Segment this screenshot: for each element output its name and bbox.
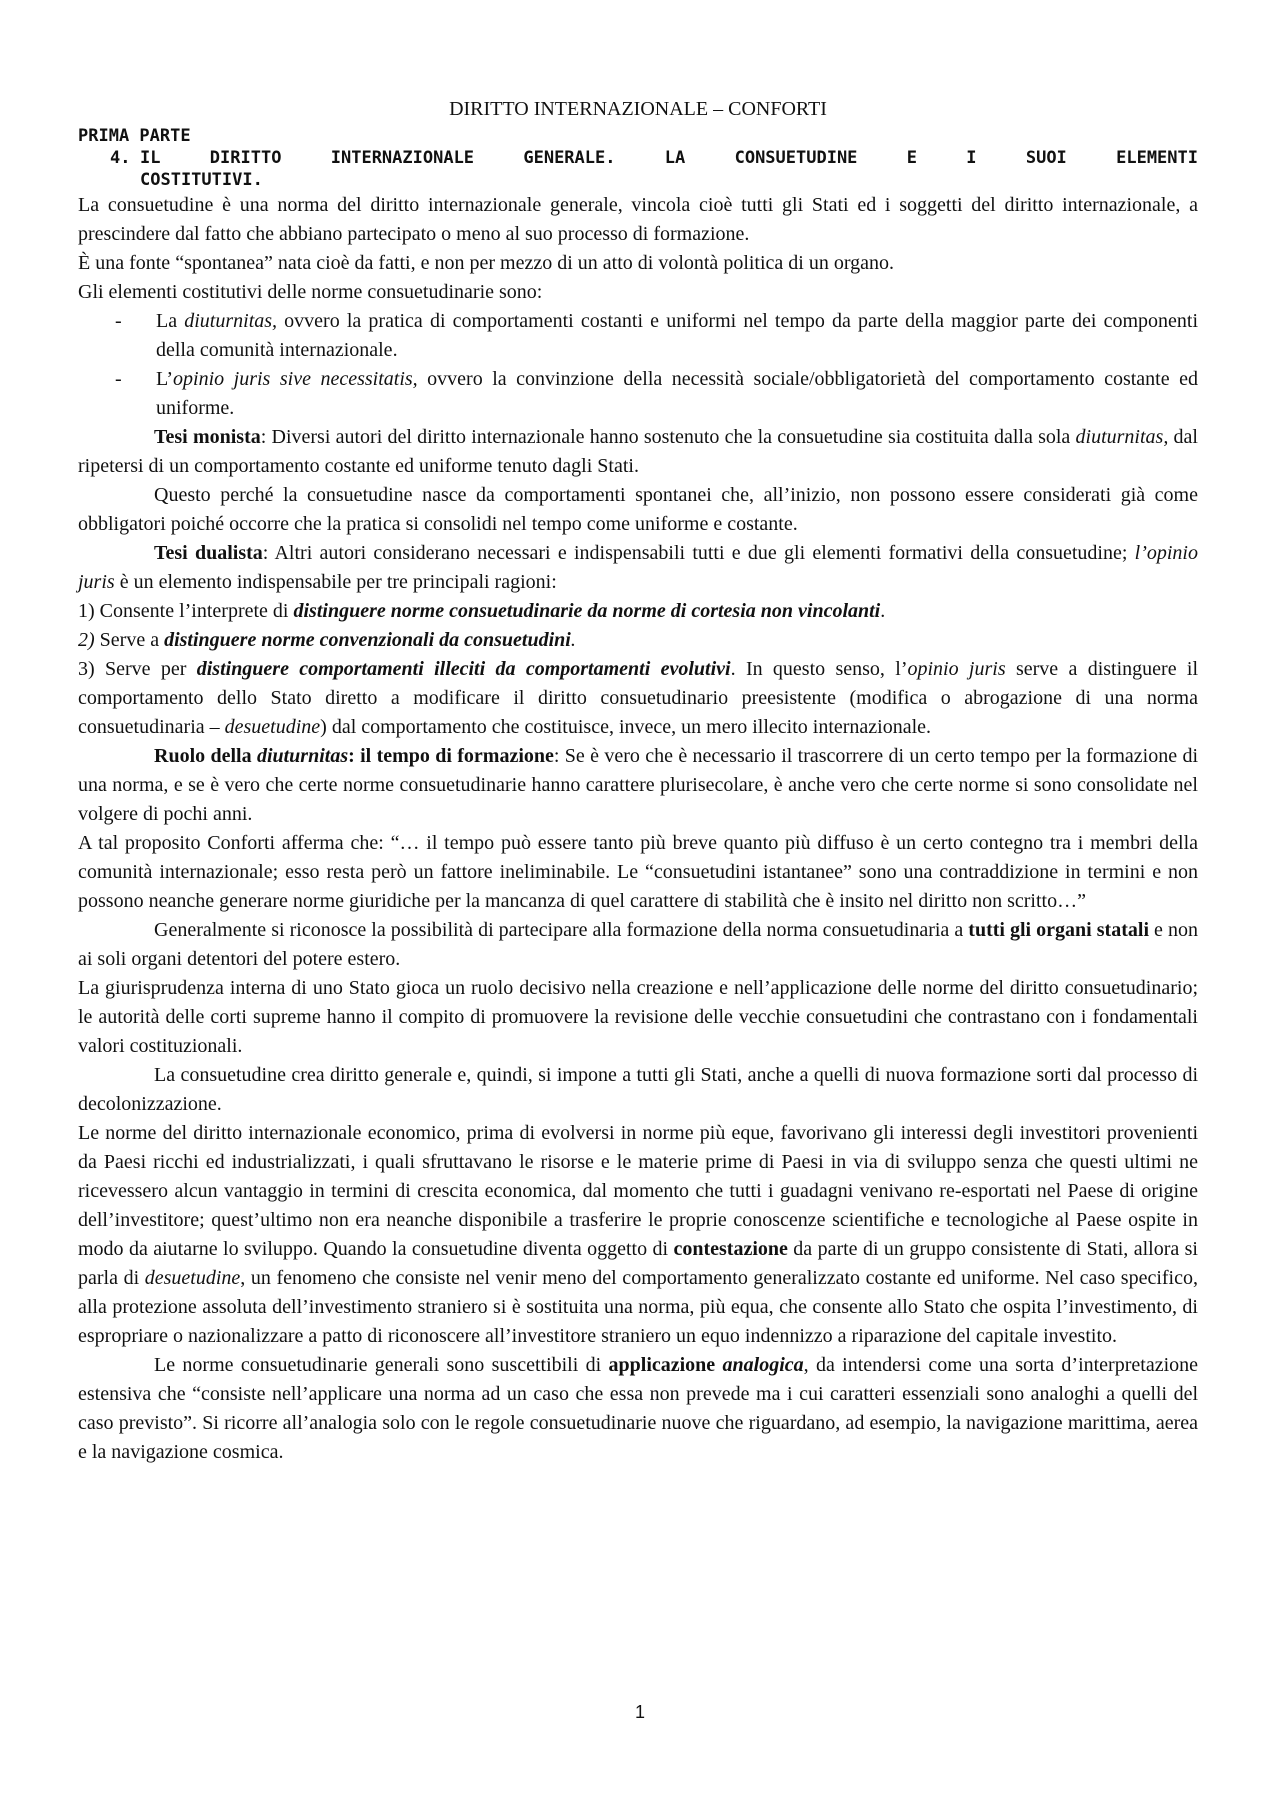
text-run: . In questo senso, l’ [730,658,908,680]
bold-run: contestazione [673,1238,788,1260]
text-run: : Altri autori considerano necessari e indispensabili tutti e due gli elementi formativi della consuetudine; [262,542,1135,564]
intro-paragraph: La consuetudine è una norma del diritto internazionale generale, vincola cioè tutti gli Stati ed i soggetti del diritto internazionale, a prescindere dal fatto che abbiano partecipato o meno al suo processo di formazione. [78,194,1198,245]
analogia-paragraph [78,1351,1198,1467]
text-run: ) dal comportamento che costituisce, invece, un mero illecito internazionale. [320,716,932,738]
term-italic: diuturnitas, [184,310,278,332]
part-title: PRIMA PARTE [78,126,191,146]
text-run: : Se è vero che è necessario il trascorrere di un certo tempo per la formazione di una norma, e se è vero che certe norme consuetudinarie hanno carattere plurisecolare, è anche vero che certe norme si sono consolidate nel volgere di pochi anni. [78,745,1198,825]
page-number: 1 [634,1702,645,1722]
text-run: Generalmente si riconosce la possibilità di partecipare alla formazione della norma consuetudinaria a [154,919,969,941]
intro-paragraph: Gli elementi costitutivi delle norme consuetudinarie sono: [78,281,543,303]
list-dash: - [115,368,122,390]
text-run: , da intendersi come una sorta d’interpretazione estensiva che “consiste nell’applicare una norma ad un caso che essa non prevede ma i cui caratteri essenziali sono analoghi a quelli del caso previsto”. Si ricorre all’analogia solo con le regole consuetudinarie nuove che riguardano, ad esempio, la navigazione marittima, aerea e la navigazione cosmica. [78,1354,1199,1463]
text-run: Serve a [94,629,165,651]
text-run: La [156,310,185,332]
reason-1 [78,597,1198,626]
term-italic: desuetudine [144,1267,241,1289]
list-item [78,365,1198,423]
text-run: Le norme consuetudinarie generali sono suscettibili di [154,1354,609,1376]
bold-italic-run: distinguere norme consuetudinarie da norme di cortesia non vincolanti [293,600,881,622]
text-run: ovvero la pratica di comportamenti costanti e uniformi nel tempo da parte della maggior parte dei componenti della comunità internazionale. [156,310,1199,361]
monista-explanation: Questo perché la consuetudine nasce da comportamenti spontanei che, all’inizio, non possono essere considerati già come obbligatori poiché occorre che la pratica si consolidi nel tempo come uniforme e costante. [78,484,1198,535]
reason-3 [78,655,1198,742]
text-run: : il tempo di formazione [348,745,554,767]
text-run: ovvero la convinzione della necessità sociale/obbligatorietà del comportamento costante ed uniforme. [156,368,1198,419]
bold-italic-run: distinguere norme convenzionali da consuetudini [164,629,571,651]
text-run: 3) Serve per [78,658,197,680]
reason-2 [78,626,1198,655]
intro-paragraph: È una fonte “spontanea” nata cioè da fatti, e non per mezzo di un atto di volontà politica di un organo. [78,252,895,274]
document-title: DIRITTO INTERNAZIONALE – CONFORTI [449,98,827,120]
list-item [78,307,1198,365]
dualista-label: Tesi dualista [154,542,263,564]
text-run: 1) Consente l’interprete di [78,600,294,622]
organi-paragraph [78,916,1198,974]
bold-run: applicazione [608,1354,716,1376]
term-italic: diuturnitas, [1075,426,1169,448]
section-title-line1: IL DIRITTO INTERNAZIONALE GENERALE. LA CONSUETUDINE E I SUOI ELEMENTI [140,148,1198,168]
bold-italic-run: analogica [722,1354,804,1376]
monista-label: Tesi monista [154,426,261,448]
list-item-text [156,365,1198,423]
term-italic: desuetudine [224,716,321,738]
list-dash: - [115,310,122,332]
text-run: è un elemento indispensabile per tre principali ragioni: [114,571,557,593]
term-italic: l’opinio juris [78,542,1198,593]
text-run: . [880,600,886,622]
dualista-paragraph [78,539,1198,597]
document-body [78,95,1198,1467]
text-run: , un fenomeno che consiste nel venir meno del comportamento generalizzato costante ed uniforme. Nel caso specifico, alla protezione assoluta dell’investimento straniero si è sostituita una norma, più equa, che consente allo Stato che ospita l’investimento, di espropriare o nazionalizzare a patto di riconoscere all’investitore straniero un equo indennizzo a riparazione del capitale investito. [78,1267,1198,1347]
term-italic: opinio juris sive necessitatis, [173,368,418,390]
ruolo-paragraph [78,742,1198,829]
conforti-quote: A tal proposito Conforti afferma che: “… il tempo può essere tanto più breve quanto più diffuso è un certo contegno tra i membri della comunità internazionale; esso resta però un fattore ineliminabile. Le “consuetudini istantanee” sono una contraddizione in termini e non possono neanche generare norme giuridiche per la mancanza di quel carattere di stabilità che è insito nel diritto non scritto…” [78,832,1198,912]
monista-paragraph [78,423,1198,481]
list-item-text [156,307,1198,365]
text-run: dal ripetersi di un comportamento costante ed uniforme tenuto dagli Stati. [78,426,1198,477]
section-heading [78,147,1198,191]
term-italic: diuturnitas [256,745,349,767]
text-run: serve a distinguere il comportamento dello Stato diretto a modificare il diritto consuetudinario preesistente (modifica o abrogazione di una norma consuetudinaria – [78,658,1199,738]
text-run: L’ [156,368,174,390]
economico-paragraph [78,1119,1198,1351]
text-run: da parte di un gruppo consistente di Stati, allora si parla di [78,1238,1198,1289]
text-run: e non ai soli organi detentori del potere estero. [78,919,1198,970]
term-italic: opinio juris [907,658,1006,680]
giurisprudenza-paragraph: La giurisprudenza interna di uno Stato gioca un ruolo decisivo nella creazione e nell’applicazione delle norme del diritto consuetudinario; le autorità delle corti supreme hanno il compito di promuovere la revisione delle vecchie consuetudini che contrastano con i fondamentali valori costituzionali. [78,977,1198,1057]
bold-italic-run: distinguere comportamenti illeciti da comportamenti evolutivi [196,658,731,680]
text-run: . [570,629,576,651]
section-title-line2: COSTITUTIVI. [140,170,263,190]
bold-run: tutti gli organi statali [968,919,1149,941]
text-run: : Diversi autori del diritto internazionale hanno sostenuto che la consuetudine sia costituita dalla sola [260,426,1076,448]
section-title [140,147,1198,191]
text-run [715,1354,722,1376]
text-run: Le norme del diritto internazionale economico, prima di evolversi in norme più eque, favorivano gli interessi degli investitori provenienti da Paesi ricchi ed industrializzati, i quali sfruttavano le risorse e le materie prime di Paesi in via di sviluppo senza che questi ultimi ne ricevessero alcun vantaggio in termini di crescita economica, dal momento che tutti i guadagni venivano re-esportati nel Paese di origine dell’investitore; quest’ultimo non era neanche disponibile a trasferire le proprie conoscenze scientifiche e tecnologiche al Paese ospite in modo da aiutarne lo sviluppo. Quando la consuetudine diventa oggetto di [78,1122,1198,1260]
section-number: 4. [110,148,131,168]
text-run: 2) [78,629,95,651]
generale-paragraph: La consuetudine crea diritto generale e, quindi, si impone a tutti gli Stati, anche a quelli di nuova formazione sorti dal processo di decolonizzazione. [78,1064,1198,1115]
text-run: Ruolo della [154,745,257,767]
